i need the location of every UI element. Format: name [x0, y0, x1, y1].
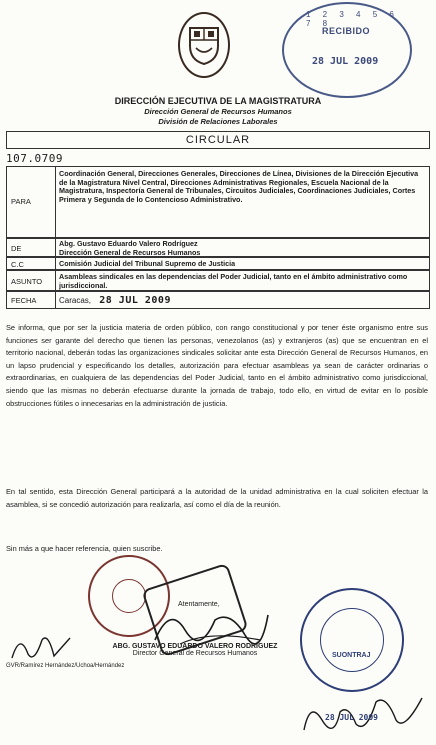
closing-salutation: Atentamente,	[178, 601, 220, 608]
table-row-asunto	[6, 270, 430, 291]
heading-line-1: DIRECCIÓN EJECUTIVA DE LA MAGISTRATURA	[114, 96, 322, 106]
circular-title-box	[6, 131, 430, 149]
typist-initials: GVR/Ramírez Hernández/Uchoa/Hernández	[6, 663, 125, 669]
body-paragraph-3: Sin más a que hacer referencia, quien suscribe.	[6, 544, 163, 553]
fecha-label: FECHA	[11, 296, 37, 305]
initials-signature	[8, 630, 78, 665]
para-label: PARA	[11, 197, 31, 206]
coat-of-arms-seal	[178, 12, 230, 78]
received-stamp	[282, 2, 412, 98]
heading-line-3: División de Relaciones Laborales	[158, 117, 278, 126]
stamp-digits: 1 2 3 4 5 6 7 8	[306, 10, 399, 28]
fecha-place: Caracas,	[59, 296, 92, 305]
received-stamp-label: RECIBIDO	[322, 26, 371, 36]
circular-number: 107.0709	[6, 152, 63, 165]
signer-block	[110, 643, 280, 657]
fecha-date: 28 JUL 2009	[99, 295, 171, 306]
union-seal-label: SUONTRAJ	[332, 652, 371, 659]
signer-name: ABG. GUSTAVO EDUARDO VALERO RODRÍGUEZ	[112, 643, 278, 650]
asunto-value: Asambleas sindicales en las dependencias del Poder Judicial, tanto en el ámbito administrativo como jurisdiccional.	[59, 272, 408, 290]
table-row-fecha	[6, 291, 430, 309]
table-row-cc	[6, 257, 430, 270]
circular-title: CIRCULAR	[185, 134, 251, 146]
signer-title: Director General de Recursos Humanos	[132, 650, 258, 657]
body-paragraph-1: Se informa, que por ser la justicia materia de orden público, con rango constitucional y por tener éste organismo entre sus funciones ser garante del derecho que tienen las personas, venezolanos (as) y extranjeros (as) que se encuentran en el territorio nacional, deberán todas las organizaciones sindicales solicitar ante esta Dirección General de Recursos Humanos, en un lapso prudencial y especificando los detalles, autorización para efectuar asambleas ya sean de carácter ordinarias o extraordinarias, en cualquiera de las dependencias del Poder Judicial, tanto en el ámbito administrativo como jurisdiccional, siendo que las mismas no deberán efectuarse durante la jornada de trabajo, todo ello, en virtud de evitar en lo posible obstrucciones fútiles o innecesarias en la administración de justicia.	[6, 323, 428, 408]
asunto-label: ASUNTO	[11, 277, 43, 286]
de-label: DE	[11, 244, 22, 253]
cc-label: C.C	[11, 260, 24, 269]
heading-line-2: Dirección General de Recursos Humanos	[144, 107, 292, 116]
de-value-name: Abg. Gustavo Eduardo Valero Rodríguez	[59, 239, 198, 248]
union-stamp-date: 28 JUL 2009	[325, 713, 378, 722]
body-paragraph-2: En tal sentido, esta Dirección General participará a la autoridad de la unidad administrativa en la cual soliciten efectuar la asamblea, si se concedió autorización para realizarla, así como el día de la reunión.	[6, 487, 428, 509]
table-row-de	[6, 238, 430, 257]
letterhead	[0, 96, 436, 126]
shield-icon	[186, 24, 222, 66]
table-row-para	[6, 166, 430, 238]
para-value: Coordinación General, Direcciones Generales, Direcciones de Línea, Divisiones de la Dirección Ejecutiva de la Magistratura Nivel Central, Direcciones Administrativas Regionales, Escuela Nacional de la Magistratura, Inspectoría General de Tribunales, Circuitos Judiciales, Coordinaciones Judiciales, Cortes Primera y Segunda de lo Contencioso Administrativo.	[59, 169, 419, 204]
received-stamp-date: 28 JUL 2009	[312, 56, 379, 67]
union-seal	[300, 588, 404, 692]
de-value-office: Dirección General de Recursos Humanos	[59, 247, 201, 257]
cc-value: Comisión Judicial del Tribunal Supremo de Justicia	[59, 259, 236, 268]
